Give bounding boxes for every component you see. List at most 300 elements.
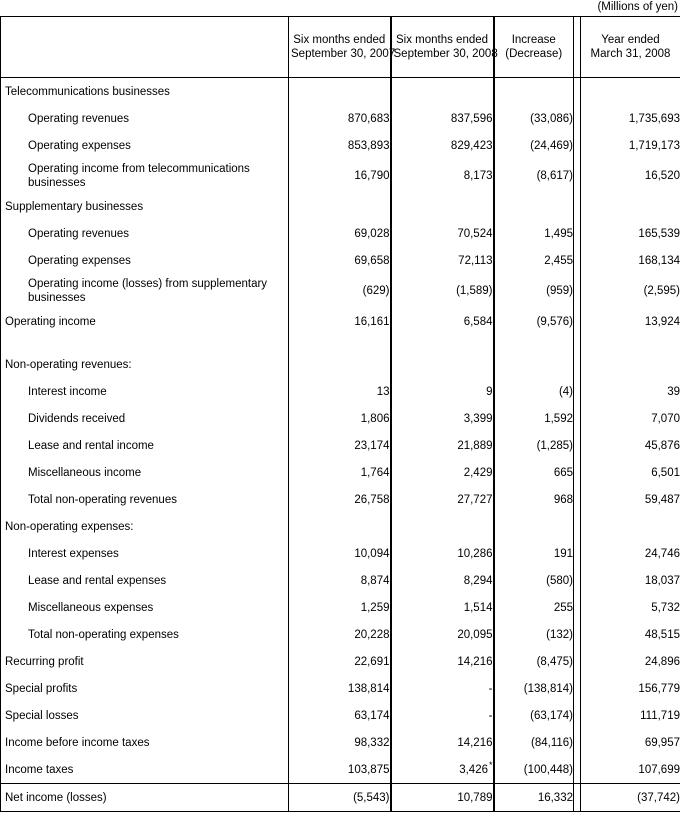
table-row: [1, 193, 680, 220]
row-label-cell: [1, 784, 289, 812]
cell-value: 16,520: [644, 170, 680, 182]
value-cell-2008: [391, 378, 494, 405]
value-cell-2007: [289, 105, 391, 132]
value-cell-2008: [391, 459, 494, 486]
value-cell-2008: [391, 274, 494, 308]
row-label-cell: [1, 702, 289, 729]
table-row: [1, 159, 680, 193]
cell-value: 18,037: [644, 574, 680, 587]
value-cell-2008: [391, 675, 494, 702]
value-cell-2008: [391, 594, 494, 621]
cell-value: (37,742): [637, 791, 680, 804]
header-2008-line1: Six months ended: [395, 34, 489, 46]
row-label: Non-operating revenues:: [5, 358, 132, 371]
cell-value: (138,814): [523, 682, 573, 695]
value-cell-increase-decrease: [494, 378, 574, 405]
table-row: [1, 220, 680, 247]
cell-value: (33,086): [530, 112, 573, 125]
value-cell-increase-decrease: [494, 247, 574, 274]
table-row: [1, 729, 680, 756]
row-label-cell: [1, 729, 289, 756]
row-label: Miscellaneous income: [28, 466, 142, 479]
column-gap-cell: [574, 405, 581, 432]
value-cell-increase-decrease: [494, 486, 574, 513]
value-cell-increase-decrease: [494, 756, 574, 784]
value-cell-2008: [391, 220, 494, 247]
row-label: Operating expenses: [28, 139, 131, 152]
column-gap-cell: [574, 513, 581, 540]
value-cell-fiscal-year: [581, 513, 680, 540]
cell-value: 24,896: [644, 655, 680, 668]
header-delta-line1: Increase: [511, 34, 556, 46]
value-cell-fiscal-year: [581, 132, 680, 159]
value-cell-increase-decrease: [494, 105, 574, 132]
row-label-cell: [1, 648, 289, 675]
column-gap-cell: [574, 105, 581, 132]
income-statement-table: [0, 16, 680, 812]
cell-value: (580): [546, 574, 573, 587]
row-label-cell: [1, 159, 289, 193]
table-body: [1, 78, 680, 812]
value-cell-2008: [391, 159, 494, 193]
value-cell-increase-decrease: [494, 132, 574, 159]
value-cell-2008: [391, 308, 494, 335]
cell-value: 20,228: [354, 628, 390, 641]
value-cell-2007: [289, 486, 391, 513]
value-cell-2007: [289, 621, 391, 648]
table-row: [1, 513, 680, 540]
cell-value: 870,683: [347, 112, 390, 125]
row-label-cell: [1, 567, 289, 594]
cell-value: 8,294: [463, 574, 493, 587]
cell-value: 7,070: [651, 412, 680, 425]
value-cell-2007: [289, 247, 391, 274]
cell-value: (8,617): [536, 170, 573, 182]
value-cell-2008: [391, 621, 494, 648]
cell-value: 21,889: [457, 439, 493, 452]
value-cell-increase-decrease: [494, 459, 574, 486]
value-cell-fiscal-year: [581, 351, 680, 378]
value-cell-2007: [289, 378, 391, 405]
cell-value: 255: [553, 601, 573, 614]
value-cell-fiscal-year: [581, 405, 680, 432]
value-cell-fiscal-year: [581, 621, 680, 648]
cell-value: 156,779: [638, 682, 680, 695]
header-cell-2008: [391, 17, 498, 78]
cell-value: 665: [553, 466, 573, 479]
value-cell-2007: [289, 567, 391, 594]
header-cell-increase-decrease: [494, 17, 574, 78]
cell-value: 8,173: [463, 170, 493, 182]
row-label-cell: [1, 540, 289, 567]
cell-value: (84,116): [531, 736, 573, 749]
header-2007-line1: Six months ended: [293, 34, 386, 46]
value-cell-increase-decrease: [494, 648, 574, 675]
header-cell-2007: [289, 17, 396, 78]
column-gap-cell: [574, 486, 581, 513]
cell-value: 1,495: [544, 227, 573, 240]
table-row: [1, 621, 680, 648]
header-year-line2: March 31, 2008: [590, 48, 671, 60]
cell-value: 16,790: [354, 170, 390, 182]
cell-value: 23,174: [354, 439, 390, 452]
row-label-cell: [1, 308, 289, 335]
table-row: [1, 594, 680, 621]
value-cell-2007: [289, 702, 391, 729]
row-label: Supplementary businesses: [5, 200, 144, 213]
value-cell-2008: [391, 513, 494, 540]
table-row: [1, 540, 680, 567]
value-cell-2008: [391, 567, 494, 594]
cell-value: 24,746: [644, 547, 680, 560]
cell-value: -: [488, 709, 493, 722]
value-cell-2007: [289, 432, 391, 459]
cell-value: (132): [546, 628, 573, 641]
row-label: Total non-operating revenues: [28, 493, 177, 506]
value-cell-2007: [289, 784, 391, 812]
cell-value: 70,524: [457, 227, 493, 240]
column-gap-cell: [574, 621, 581, 648]
cell-value: (959): [546, 285, 573, 297]
row-label: Income before income taxes: [5, 736, 150, 749]
table-row: [1, 675, 680, 702]
value-cell-2007: [289, 594, 391, 621]
cell-value: 2,455: [544, 254, 573, 267]
footnote-asterisk-icon: *: [488, 759, 493, 770]
cell-value: 13,924: [644, 315, 680, 328]
cell-value: 20,095: [457, 628, 493, 641]
column-gap-cell: [574, 274, 581, 308]
table-row: [1, 432, 680, 459]
cell-value: 968: [553, 493, 573, 506]
cell-value: 103,875: [347, 763, 390, 776]
column-gap-cell: [574, 159, 581, 193]
row-label: Operating income from telecommunications businesses: [28, 163, 250, 189]
value-cell-fiscal-year: [581, 105, 680, 132]
row-label-cell: [1, 78, 289, 106]
cell-value: 853,893: [347, 139, 390, 152]
column-gap-cell: [574, 459, 581, 486]
value-cell-2007: [289, 78, 391, 106]
column-gap-cell: [574, 432, 581, 459]
value-cell-2008: [391, 335, 494, 351]
table-row: [1, 459, 680, 486]
row-label-cell: [1, 675, 289, 702]
row-label-cell: [1, 486, 289, 513]
value-cell-increase-decrease: [494, 784, 574, 812]
cell-value: 829,423: [450, 139, 493, 152]
cell-value: 1,514: [463, 601, 493, 614]
cell-value: 191: [553, 547, 573, 560]
column-gap-cell: [574, 675, 581, 702]
row-label-cell: [1, 193, 289, 220]
value-cell-increase-decrease: [494, 220, 574, 247]
value-cell-2008: [391, 247, 494, 274]
row-label: Income taxes: [5, 763, 74, 776]
cell-value: 138,814: [347, 682, 390, 695]
cell-value: (24,469): [530, 139, 573, 152]
row-label-cell: [1, 220, 289, 247]
row-label-cell: [1, 756, 289, 784]
value-cell-2007: [289, 132, 391, 159]
value-cell-2008: [391, 351, 494, 378]
value-cell-2007: [289, 220, 391, 247]
cell-value: 1,764: [360, 466, 390, 479]
column-gap-cell: [574, 351, 581, 378]
column-gap-cell: [574, 378, 581, 405]
table-row: [1, 378, 680, 405]
value-cell-increase-decrease: [494, 675, 574, 702]
value-cell-fiscal-year: [581, 594, 680, 621]
value-cell-2007: [289, 513, 391, 540]
row-label-cell: [1, 594, 289, 621]
value-cell-2008: [391, 648, 494, 675]
row-label: Recurring profit: [5, 655, 84, 668]
table-row: [1, 486, 680, 513]
cell-value: (2,595): [643, 285, 680, 297]
column-gap-cell: [574, 784, 581, 812]
cell-value: 111,719: [640, 709, 680, 722]
cell-value: (1,589): [456, 285, 493, 297]
value-cell-fiscal-year: [581, 784, 680, 812]
row-label-cell: [1, 335, 289, 351]
value-cell-2007: [289, 675, 391, 702]
cell-value: 39: [667, 385, 680, 398]
cell-value: 45,876: [644, 439, 680, 452]
value-cell-fiscal-year: [581, 459, 680, 486]
value-cell-increase-decrease: [494, 594, 574, 621]
row-label: Total non-operating expenses: [28, 628, 179, 641]
table-row: [1, 756, 680, 784]
cell-value: 27,727: [457, 493, 493, 506]
row-label: Operating revenues: [28, 227, 130, 240]
value-cell-2008: [391, 132, 494, 159]
cell-value: (9,576): [536, 315, 573, 328]
row-label-cell: [1, 105, 289, 132]
value-cell-fiscal-year: [581, 159, 680, 193]
cell-value: 59,487: [644, 493, 680, 506]
value-cell-2008: [391, 729, 494, 756]
column-gap-cell: [574, 220, 581, 247]
table-row: [1, 784, 680, 812]
table-header: [1, 17, 680, 78]
column-gap-cell: [574, 594, 581, 621]
header-row: [1, 17, 680, 78]
table-row: [1, 405, 680, 432]
value-cell-increase-decrease: [494, 540, 574, 567]
value-cell-2007: [289, 335, 391, 351]
value-cell-fiscal-year: [581, 378, 680, 405]
row-label: Operating income (losses) from supplementary businesses: [28, 278, 268, 304]
value-cell-fiscal-year: [581, 274, 680, 308]
value-cell-fiscal-year: [581, 567, 680, 594]
column-gap-cell: [574, 702, 581, 729]
header-2008-line2: September 30, 2008: [393, 48, 498, 60]
column-gap-cell: [574, 567, 581, 594]
cell-value: 8,874: [360, 574, 390, 587]
table-row: [1, 132, 680, 159]
row-label: Interest income: [28, 385, 107, 398]
column-gap-cell: [574, 193, 581, 220]
column-gap-cell: [574, 756, 581, 784]
value-cell-2008: [391, 193, 494, 220]
value-cell-increase-decrease: [494, 274, 574, 308]
row-label: Operating revenues: [28, 112, 130, 125]
table-row: [1, 247, 680, 274]
row-label: Special profits: [5, 682, 78, 695]
row-label: Interest expenses: [28, 547, 119, 560]
header-2007-line2: September 30, 2007: [291, 48, 396, 60]
value-cell-fiscal-year: [581, 432, 680, 459]
value-cell-2008: [391, 78, 494, 106]
value-cell-increase-decrease: [494, 308, 574, 335]
column-gap-cell: [574, 78, 581, 106]
cell-value: 16,332: [537, 791, 573, 804]
value-cell-2007: [289, 540, 391, 567]
value-cell-increase-decrease: [494, 351, 574, 378]
cell-value: (8,475): [536, 655, 573, 668]
value-cell-increase-decrease: [494, 729, 574, 756]
row-label-cell: [1, 351, 289, 378]
value-cell-2008: [391, 540, 494, 567]
value-cell-fiscal-year: [581, 308, 680, 335]
cell-value: 1,259: [360, 601, 390, 614]
cell-value: (100,448): [523, 763, 573, 776]
cell-value: 1,735,693: [628, 112, 680, 125]
value-cell-increase-decrease: [494, 567, 574, 594]
value-cell-2008: [391, 784, 494, 812]
cell-value: (4): [558, 385, 573, 398]
column-gap-cell: [574, 247, 581, 274]
value-cell-fiscal-year: [581, 648, 680, 675]
cell-value: 165,539: [638, 227, 680, 240]
row-label: Net income (losses): [5, 791, 107, 804]
cell-value: 72,113: [458, 254, 493, 267]
value-cell-increase-decrease: [494, 193, 574, 220]
row-label: Dividends received: [28, 412, 126, 425]
cell-value: 14,216: [457, 655, 493, 668]
cell-value: 1,719,173: [628, 139, 680, 152]
value-cell-2007: [289, 308, 391, 335]
value-cell-increase-decrease: [494, 159, 574, 193]
table-row: [1, 702, 680, 729]
header-year-line1: Year ended: [601, 34, 660, 46]
cell-value: 5,732: [651, 601, 680, 614]
value-cell-2008: [391, 405, 494, 432]
cell-value: 13: [376, 385, 390, 398]
header-delta-line2: (Decrease): [505, 48, 563, 60]
column-gap-cell: [574, 132, 581, 159]
value-cell-2007: [289, 648, 391, 675]
cell-value: 9: [486, 385, 493, 398]
row-label: Miscellaneous expenses: [28, 601, 154, 614]
value-cell-fiscal-year: [581, 486, 680, 513]
column-gap-cell: [574, 648, 581, 675]
row-label-cell: [1, 432, 289, 459]
value-cell-2007: [289, 729, 391, 756]
value-cell-2007: [289, 351, 391, 378]
value-cell-fiscal-year: [581, 702, 680, 729]
row-label-cell: [1, 378, 289, 405]
row-label: Lease and rental income: [28, 439, 154, 452]
value-cell-2007: [289, 193, 391, 220]
row-label: Special losses: [5, 709, 79, 722]
cell-value: 3,399: [463, 412, 493, 425]
value-cell-fiscal-year: [581, 729, 680, 756]
column-gap-cell: [574, 335, 581, 351]
column-gap-cell: [574, 729, 581, 756]
value-cell-2008: [391, 432, 494, 459]
units-caption: (Millions of yen): [597, 1, 678, 13]
value-cell-2007: [289, 159, 391, 193]
cell-value: 837,596: [450, 112, 493, 125]
cell-value: 63,174: [354, 709, 390, 722]
table-spacer-row: [1, 335, 680, 351]
value-cell-fiscal-year: [581, 193, 680, 220]
header-cell-fiscal-year: [581, 17, 680, 78]
column-gap-cell: [574, 540, 581, 567]
cell-value: (5,543): [353, 791, 390, 804]
row-label: Telecommunications businesses: [5, 85, 170, 98]
value-cell-2007: [289, 274, 391, 308]
row-label-cell: [1, 132, 289, 159]
cell-value: 10,286: [457, 547, 493, 560]
row-label-cell: [1, 405, 289, 432]
cell-value: 69,957: [644, 736, 680, 749]
value-cell-increase-decrease: [494, 78, 574, 106]
cell-value: 3,426: [459, 763, 488, 776]
cell-value: 2,429: [463, 466, 493, 479]
cell-value: (629): [362, 285, 390, 297]
value-cell-2008: [391, 105, 494, 132]
value-cell-2008: [391, 756, 494, 784]
row-label: Lease and rental expenses: [28, 574, 167, 587]
row-label: Operating expenses: [28, 254, 131, 267]
row-label-cell: [1, 513, 289, 540]
table-row: [1, 105, 680, 132]
value-cell-fiscal-year: [581, 220, 680, 247]
value-cell-2008: [391, 486, 494, 513]
table-row: [1, 567, 680, 594]
value-cell-2007: [289, 459, 391, 486]
value-cell-2007: [289, 756, 391, 784]
table-row: [1, 308, 680, 335]
value-cell-increase-decrease: [494, 513, 574, 540]
value-cell-fiscal-year: [581, 335, 680, 351]
value-cell-fiscal-year: [581, 78, 680, 106]
cell-value: 6,501: [651, 466, 680, 479]
cell-value: 107,699: [638, 763, 680, 776]
cell-value: -: [488, 682, 493, 695]
cell-value: 1,592: [544, 412, 573, 425]
value-cell-increase-decrease: [494, 432, 574, 459]
row-label-cell: [1, 459, 289, 486]
cell-value: 10,094: [354, 547, 390, 560]
value-cell-fiscal-year: [581, 540, 680, 567]
cell-value: (63,174): [530, 709, 573, 722]
cell-value: 98,332: [354, 736, 390, 749]
value-cell-2008: [391, 702, 494, 729]
table-row: [1, 351, 680, 378]
row-label: Non-operating expenses:: [5, 520, 134, 533]
cell-value: 10,789: [457, 791, 493, 804]
table-row: [1, 274, 680, 308]
cell-value: 16,161: [354, 315, 390, 328]
value-cell-increase-decrease: [494, 405, 574, 432]
column-gap-cell: [574, 308, 581, 335]
value-cell-increase-decrease: [494, 702, 574, 729]
value-cell-fiscal-year: [581, 756, 680, 784]
